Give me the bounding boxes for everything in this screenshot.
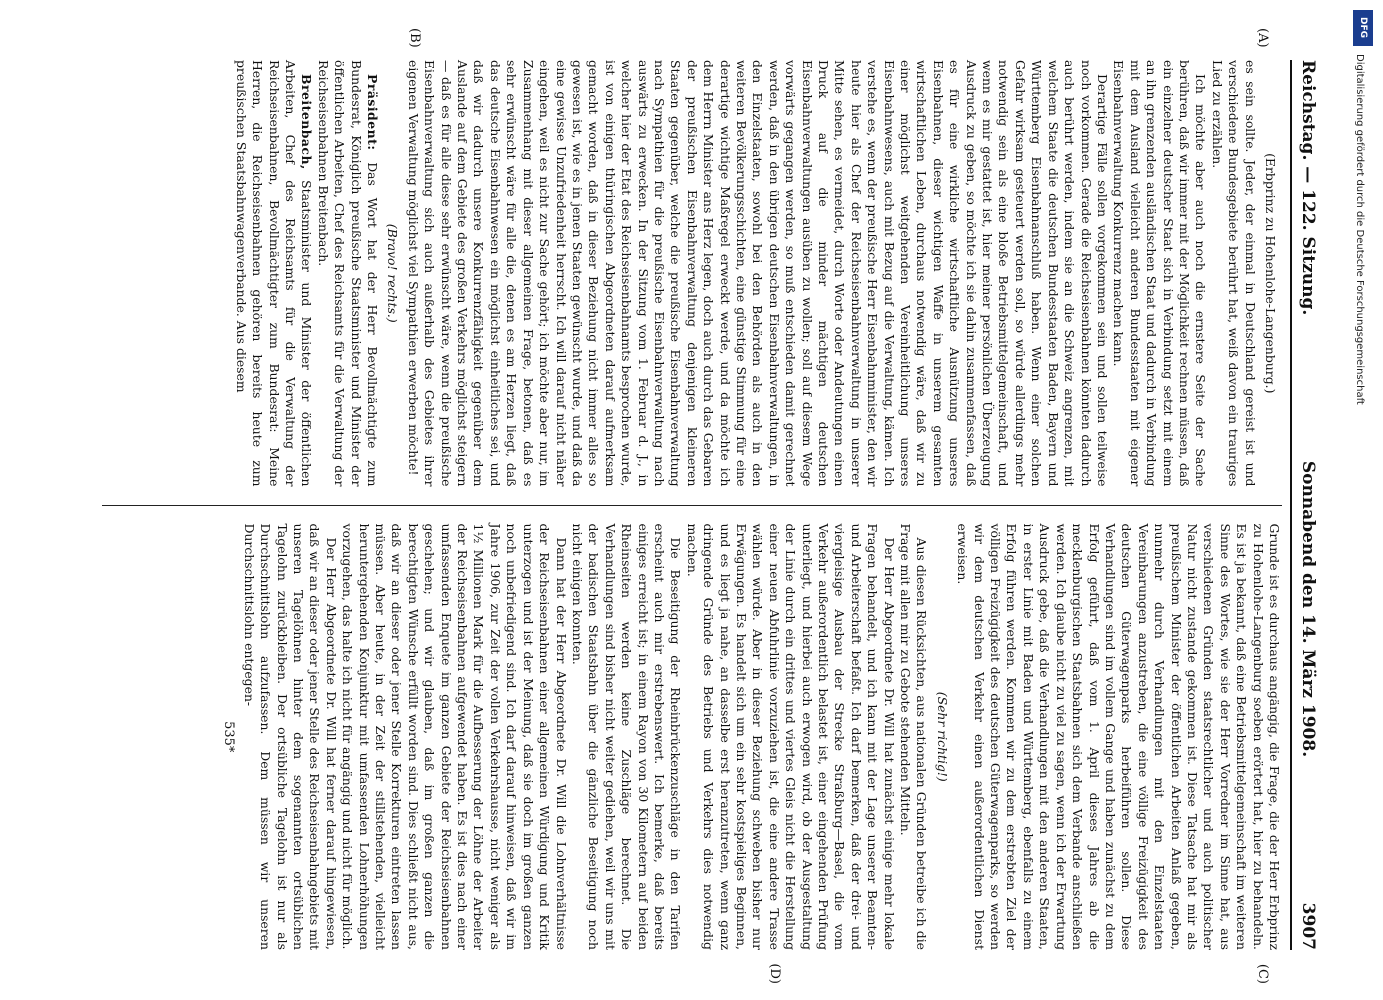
margin-marker-b: (B) (407, 28, 422, 48)
right-column (102, 523, 1282, 984)
header-date: Sonnabend den 14. März 1908. (1298, 460, 1318, 758)
document-page (0, 20, 1340, 984)
speaker-breitenbach: Breitenbach, (299, 74, 315, 170)
sheet-number: 535* (221, 721, 237, 753)
applause-note: (Bravo! rechts.) (385, 223, 401, 323)
margin-marker-a: (A) (1255, 28, 1270, 48)
paragraph: Dann hat der Herr Abgeordnete Dr. Will die Lohnverhältnisse der Reichseisenbahnen einer allgemeinen Würdigung und Kritik unterzogen und ist der Meinung, daß sie doch im großen ganzen noch unbefriedigend sind. Ich darf darauf hinweisen, daß wir im Jahre 1906, zur Zeit der vollen Verkehrshausse, nicht weniger als 1½ Millionen Mark für die Aufbesserung der Löhne der Arbeiter der Reichseisenbahnen aufgewendet haben. Es ist dies nach einer umfassenden Enquete im ganzen Gebiete der Reichseisenbahnen geschehen; und wir glauben, daß im großen ganzen die berechtigten Wünsche erfüllt worden sind. Dies schließt nicht aus, daß wir an dieser oder jener Stelle Korrekturen eintreten lassen müssen. Aber heute, in der Zeit der stillstehenden, vielleicht heruntergehenden Konjunktur mit umfassenden Lohnerhöhungen vorzugehen, das halte ich nicht für angängig und nicht für möglich. (340, 523, 569, 950)
page-header (1290, 60, 1318, 950)
left-column (102, 28, 1282, 487)
paragraph: Ich möchte aber auch noch die ernstere Seite der Sache berühren, daß wir immer mit der Möglichkeit rechnen müssen, daß ein einzelner deutscher Staat sich in Verbindung setzt mit einem an ihn grenzenden ausländischen Staat und dadurch in Verbindung mit dem Ausland vielleicht anderen Bundesstaaten mit eigener Eisenbahnverwaltung Konkurrenz machen kann. (1111, 60, 1209, 487)
text-columns (102, 28, 1282, 984)
paragraph-text: Staatsminister und Minister der öffentlichen Arbeiten, Chef des Reichsamts für die Verwaltung der Reichseisenbahnen, Bevollmächtigter zum Bundesrat: Meine Herren, die Reichseisenbahnen gehören bereits heute zum preußischen Staatsbahnwagenverbande. Aus diesem (233, 60, 315, 487)
paragraph (232, 60, 314, 487)
speaker-note: (Erbprinz zu Hohenlohe-Langenburg.) (1263, 153, 1278, 394)
paragraph: Aus diesen Rücksichten, aus nationalen Gründen betreibe ich die Frage mit allen mir zu Gebote stehenden Mitteln. (898, 523, 930, 950)
dfg-margin-note (1350, 10, 1376, 990)
margin-marker-d: (D) (767, 963, 782, 984)
dfg-funding-note: Digitalisierung gefördert durch die Deutsche Forschungsgemeinschaft (1354, 54, 1365, 405)
applause-note: (Sehr richtig!) (934, 691, 950, 782)
paragraph: Der Herr Abgeordnete Dr. Will hat zunächst einige mehr lokale Fragen behandelt, und ich kann mit der Lage unserer Beamten- und Arbeiterschaft befaßt. Ich darf bemerken, daß der drei- und viergleisige Ausbau der Strecke Straßburg—Basel, die vom Verkehr außerordentlich belastet ist, einer eingehenden Prüfung unterliegt, und hierbei auch erwogen wird, ob der Ausgestaltung der Linie durch ein drittes und viertes Gleis nicht die Herstellung einer neuen Abfuhrlinie vorzuziehen ist, die eine andere Trasse wählen würde. Aber in dieser Beziehung schweben bisher nur Erwägungen. Es handelt sich um ein sehr kostspieliges Beginnen, und es liegt ja nahe, an dasselbe erst heranzutreten, wenn ganz dringende Gründe des Betriebs und Verkehrs dies notwendig machen. (684, 523, 897, 950)
speaker-president: Präsident: (365, 74, 381, 151)
paragraph (314, 60, 380, 487)
column-divider (102, 505, 1282, 506)
paragraph: es sein sollte. Jeder, der einmal in Deutschland gereist ist und verschiedene Bundesgebiete berührt hat, weiß davon ein trauriges Lied zu erzählen. (1209, 60, 1258, 487)
paragraph: Grunde ist es durchaus angängig, die Frage, die der Herr Erbprinz zu Hohenlohe-Langenburg soeben erörtert hat, hier zu behandeln. Es ist ja bekannt, daß eine Betriebsmittelgemeinschaft im weiteren Sinne des Wortes, wie sie der Herr Vorredner im Sinne hat, aus verschiedenen Gründen staatsrechtlicher und auch politischer Natur nicht zustande gekommen ist. Diese Tatsache hat mir als preußischem Minister der öffentlichen Arbeiten Anlaß gegeben, nunmehr durch Verhandlungen mit den Einzelstaaten Vereinbarungen anzustreben, die eine völlige Freizügigkeit des deutschen Güterwagenparks herbeiführen sollen. Diese Verhandlungen sind im vollem Gange und haben zunächst zu dem Erfolg geführt, daß vom 1. April dieses Jahres ab die mecklenburgischen Staatsbahnen sich dem Verbande anschließen werden. Ich glaube nicht zu viel zu sagen, wenn ich der Erwartung Ausdruck gebe, daß die Verhandlungen mit den anderen Staaten, in erster Linie mit Baden und Württemberg, ebenfalls zu einem Erfolg führen werden. Kommen wir zu dem erstrebten Ziel der völligen Freizügigkeit des deutschen Güterwagenparks, so werden wir dem deutschen Verkehr einen außerordentlichen Dienst erweisen. (955, 523, 1282, 950)
margin-marker-c: (C) (1255, 963, 1270, 984)
paragraph-text: Das Wort hat der Herr Bevollmächtigte zum Bundesrat, Königlich preußische Staatsminister und Minister der öffentlichen Arbeiten, Chef des Reichsamts für die Verwaltung der Reichseisenbahnen Breitenbach. (315, 60, 381, 487)
header-left: Reichstag. — 122. Sitzung. (1298, 60, 1318, 316)
paragraph: Derartige Fälle sollen vorgekommen sein und sollen teilweise noch vorkommen. Gerade die Reichseisenbahnen könnten dadurch auch berührt werden, indem sie an die Schweiz angrenzen, mit welchem Staate die deutschen Bundesstaaten Baden, Bayern und Württemberg Eisenbahnanschluß haben. Wenn einer solchen Gefahr wirksam gesteuert werden soll, so würde allerdings mehr notwendig sein als eine bloße Betriebsmittelgemeinschaft, und wenn es mir gestattet ist, hier meiner persönlichen Überzeugung Ausdruck zu geben, so möchte ich sie dahin zusammenfassen, daß es für eine wirkliche wirtschaftliche Ausnützung unseres Eisenbahnen, dieser wichtigen Waffe in unserem gesamten wirtschaftlichen Leben, durchaus notwendig wäre, daß wir zu einer möglichst weitgehenden Vereinheitlichung unseres Eisenbahnwesens, auch mit Bezug auf die Verwaltung, kämen. Ich verstehe es, wenn der preußische Herr Eisenbahnminister, den wir heute hier als Chef der Reichseisenbahnverwaltung in unserer Mitte sehen, es vermeidet, durch Worte oder Andeutungen einen Druck auf die minder mächtigen deutschen Eisenbahnverwaltungen ausüben zu wollen; soll auf diesem Wege vorwärts gegangen werden, so muß entschieden damit gerechnet werden, daß in den übrigen deutschen Eisenbahnverwaltungen, in den Einzelstaaten, sowohl bei den Behörden als auch in den weiteren Bevölkerungsschichten, eine günstige Stimmung für eine derartige wichtige Maßregel erweckt werde, und da möchte ich dem Herrn Minister ans Herz legen, doch auch durch das Gebaren der preußischen Eisenbahnverwaltung denjenigen kleineren Staaten gegenüber, welche die preußische Eisenbahnverwaltung nach Sympathien für die preußische Eisenbahnverwaltung nach auswärts zu erwecken. In der Sitzung vom 1. Februar d. J., in welcher hier der Etat des Reichseisenbahnamts besprochen wurde, ist von einigen thüringischen Abgeordneten darauf aufmerksam gemacht worden, daß in dieser Beziehung nicht immer alles so gewesen ist, wie es in jenen Staaten gewünscht wurde, und daß da eine gewisse Unzufriedenheit herrscht. Ich will darauf nicht näher eingehen, weil es nicht zur Sache gehört; ich möchte aber nur, im Zusammenhang mit dieser allgemeinen Frage, betonen, daß es sehr erwünscht wäre für alle die, denen es am Herzen liegt, daß das deutsche Eisenbahnwesen ein möglichst einheitliches sei, und daß wir dadurch unsere Konkurrenzfähigkeit gegenüber dem Auslande auf dem Gebiete des großen Verkehrs möglichst steigern — daß es für alle diese sehr erwünscht wäre, wenn die preußische Eisenbahnverwaltung sich auch außerhalb des Gebietes ihrer eigenen Verwaltung möglichst viel Sympathien erwerben möchte! (405, 60, 1110, 487)
paragraph: Die Beseitigung der Rheinbrückenzuschläge in den Tarifen erscheint auch mir erstrebenswert. Ich bemerke, daß bereits einiges erreicht ist; in einem Rayon von 30 Kilometern auf beiden Rheinseiten werden keine Zuschläge berechnet. Die Verhandlungen sind bisher nicht weiter gediehen, weil wir uns mit der badischen Staatsbahn über die gänzliche Beseitigung noch nicht einigen konnten. (569, 523, 684, 950)
paragraph: Der Herr Abgeordnete Dr. Will hat ferner darauf hingewiesen, daß wir an dieser oder jener Stelle des Reichseisenbahngebiets mit unseren Tagelöhnen hinter dem sogenannten ortsüblichen Tagelohn zurückbleiben. Der ortsübliche Tagelohn ist nur als Durchschnittslohn aufzufassen. Dem müssen wir unseren Durchschnittslohn entgegen- (241, 523, 339, 950)
page-number: 3907 (1298, 902, 1318, 950)
dfg-logo-icon: DFG (1353, 10, 1373, 46)
